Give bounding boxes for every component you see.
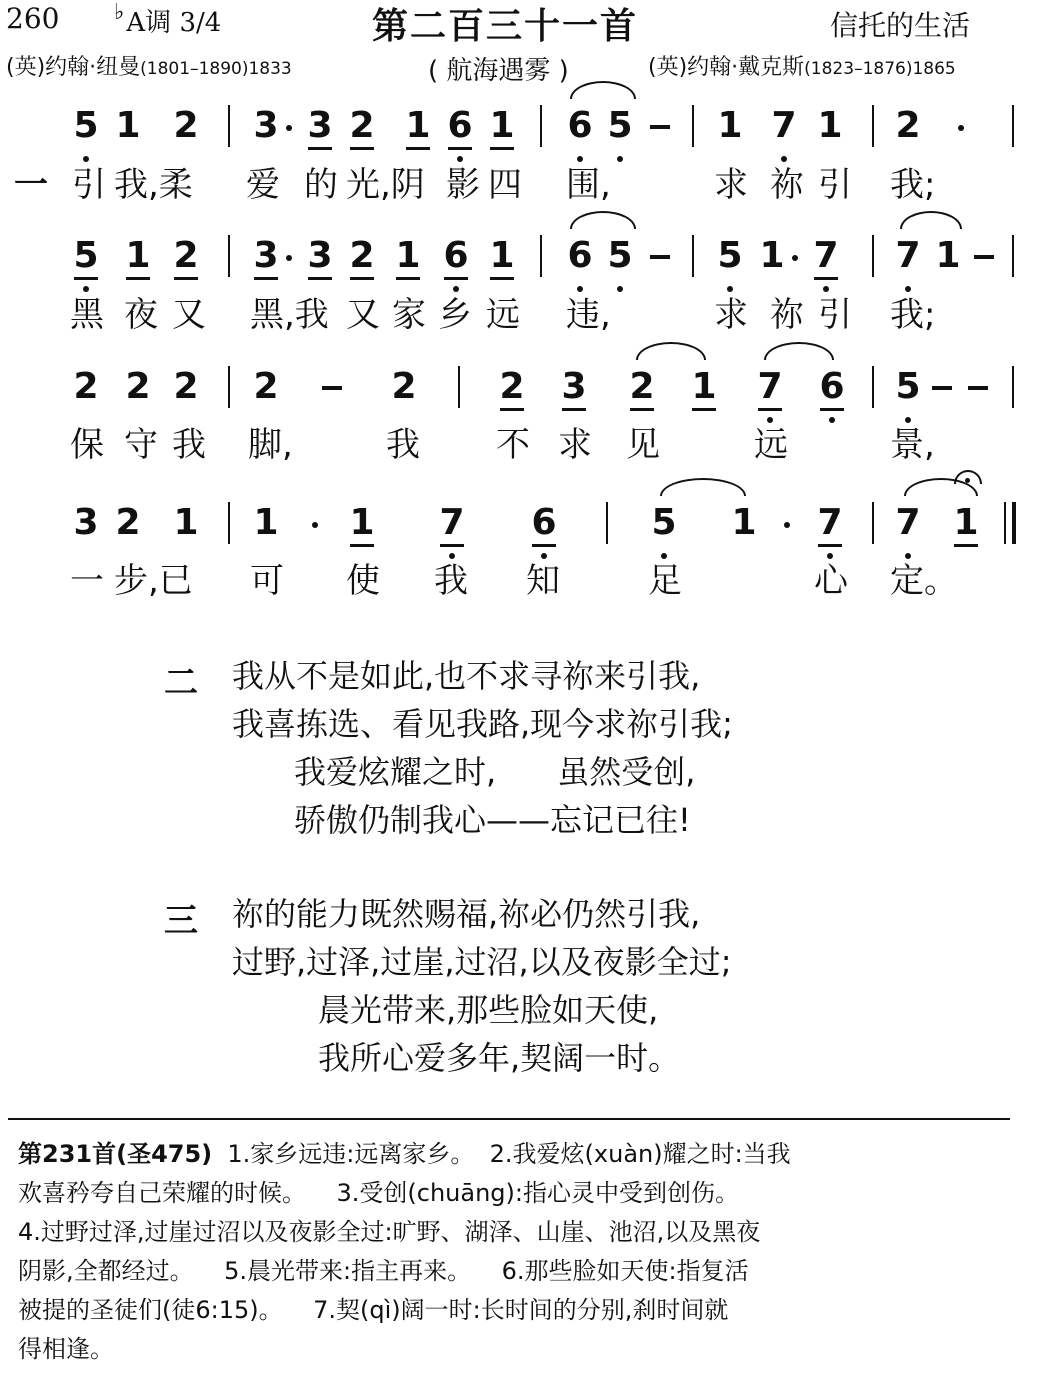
lyricist-years: (1801–1890)1833 [140,59,292,79]
key-signature [114,2,221,39]
lyric-row-2 [0,295,1057,345]
lyric: 又 [172,295,206,335]
augmentation-dot [286,125,292,131]
bar-line [872,502,874,544]
final-bar-thick [1012,502,1016,544]
bar-line [692,235,694,277]
note: 3 [306,103,334,149]
verse-3-line-2: 过野,过泽,过崖,过沼,以及夜影全过; [232,943,732,981]
note: 2 [498,364,526,410]
page-number: 260 [6,2,60,35]
footnote-line: 阴影,全都经过。 5.晨光带来:指主再来。 6.那些脸如天使:指复活 [18,1257,749,1285]
hymn-topic: 信托的生活 [830,9,971,42]
lyric: 我 [172,425,206,465]
bar-line [606,502,608,544]
note: 3 [252,233,280,279]
footnote-line: 得相逢。 [18,1335,114,1363]
slur [570,81,636,99]
lyric: 脚, [248,425,293,465]
note: 7 [756,364,784,410]
lyric: 光,阴 [346,165,425,205]
lyric: 的 [304,165,338,205]
lyric: 黑,我 [250,295,329,335]
lyric: 求 [714,165,748,205]
lyric: 我 [434,561,468,601]
note: 1 [394,233,422,279]
note: 6 [818,364,846,410]
note: 2 [173,105,199,146]
divider [8,1118,1010,1120]
slur [660,478,746,496]
note: 6 [566,103,594,149]
lyric: 家 [392,295,426,335]
note: 2 [173,366,199,407]
note: 5 [894,364,922,410]
lyric: 一 [70,561,104,601]
lyric: 不 [496,425,530,465]
key-label: A调 [126,8,172,38]
note: 2 [253,366,279,407]
bar-line [540,105,542,147]
bar-line [228,502,230,544]
augmentation-dot [784,522,790,528]
lyric: 足 [648,561,682,601]
dash-extension [650,125,670,129]
lyric-row-3 [0,425,1057,475]
verse-2-number: 二 [164,663,198,703]
lyric: 引 [72,165,106,205]
bar-line [228,235,230,277]
lyric: 景, [890,425,935,465]
verse-2-line-2: 我喜拣选、看见我路,现今求祢引我; [232,705,733,743]
note: 1 [690,364,718,410]
lyric: 步,已 [114,561,193,601]
lyric: 乡 [438,295,472,335]
bar-line [1012,105,1014,147]
note: 1 [115,105,141,146]
lyric: 远 [754,425,788,465]
composer-credit [648,50,956,81]
note: 7 [770,103,798,149]
augmentation-dot [286,255,292,261]
tune-name: ( 航海遇雾 ) [428,56,569,86]
note: 7 [894,500,922,546]
time-signature: 3/4 [179,8,222,38]
note: 2 [628,364,656,410]
note: 5 [72,233,100,279]
note: 7 [438,500,466,546]
composer-years: (1823–1876)1865 [804,59,956,79]
note: 1 [935,235,961,276]
lyric-row-4 [0,561,1057,611]
bar-line [872,366,874,408]
verse-3-line-1: 祢的能力既然赐福,祢必仍然引我, [232,895,701,933]
footnote-line [18,1135,791,1174]
note: 5 [72,103,100,149]
composer-name: (英)约翰·戴克斯 [648,55,805,80]
note: 6 [566,233,594,279]
lyric: 可 [250,561,284,601]
lyric: 我 [386,425,420,465]
dash-extension [974,255,994,259]
bar-line [1012,366,1014,408]
note: 1 [488,233,516,279]
bar-line [228,366,230,408]
lyric: 见 [626,425,660,465]
note: 1 [817,105,843,146]
lyric: 祢 [770,165,804,205]
lyric: 黑 [70,295,104,335]
note: 3 [306,233,334,279]
note: 5 [650,500,678,546]
dash-extension [932,386,952,390]
note: 1 [253,502,279,543]
verse-2-line-1: 我从不是如此,也不求寻祢来引我, [232,657,701,695]
lyric: 违, [566,295,611,335]
note: 2 [895,105,921,146]
verse-2-line-3: 我爱炫耀之时, 虽然受创, [294,753,696,791]
lyric: 定。 [890,561,958,601]
footnote-line: 被提的圣徒们(徒6:15)。 7.契(qì)阔一时:长时间的分别,刹时间就 [18,1296,729,1324]
lyric: 夜 [124,295,158,335]
verse-3-number: 三 [164,901,198,941]
note: 1 [731,502,757,543]
lyric: 我,柔 [114,165,193,205]
bar-line [1012,235,1014,277]
note: 5 [716,233,744,279]
bar-line [228,105,230,147]
note: 2 [125,366,151,407]
final-bar-thin [1004,502,1006,544]
note: 1 [952,500,980,546]
note: 1 [404,103,432,149]
lyric: 围, [566,165,611,205]
note: 1 [173,502,199,543]
footnote-line: 欢喜矜夸自己荣耀的时候。 3.受创(chuāng):指心灵中受到创伤。 [18,1179,739,1207]
lyricist-name: (英)约翰·纽曼 [6,55,141,80]
lyric: 引 [818,165,852,205]
note: 3 [560,364,588,410]
lyric: 知 [526,561,560,601]
note: 2 [391,366,417,407]
lyric: 求 [714,295,748,335]
lyric: 保 [70,425,104,465]
footnote-line: 4.过野过泽,过崖过沼以及夜影全过:旷野、湖泽、山崖、池沼,以及黑夜 [18,1218,761,1246]
lyric-row-1 [0,165,1057,215]
note: 7 [812,233,840,279]
lyric: 使 [346,561,380,601]
verse-3-line-3: 晨光带来,那些脸如天使, [318,991,659,1029]
note: 1 [759,235,785,276]
hymn-title: 第二百三十一首 [372,6,639,47]
note: 5 [606,103,634,149]
note: 2 [115,502,141,543]
note: 6 [442,233,470,279]
lyric: 祢 [770,295,804,335]
note: 1 [348,500,376,546]
dash-extension [322,386,342,390]
lyric: 引 [818,295,852,335]
bar-line [458,366,460,408]
bar-line [540,235,542,277]
dash-extension [650,255,670,259]
lyric: 求 [558,425,592,465]
note: 1 [717,105,743,146]
lyric: 爱 [246,165,280,205]
flat-symbol: ♭ [114,0,125,25]
note: 6 [446,103,474,149]
note: 2 [172,233,200,279]
lyric: 影 [446,165,480,205]
lyricist-credit [6,50,292,81]
lyric: 又 [346,295,380,335]
footnote-heading: 第231首(圣475) [18,1140,213,1168]
dash-extension [968,386,988,390]
lyric: 四 [488,165,522,205]
augmentation-dot [958,125,964,131]
bar-line [872,105,874,147]
note: 1 [488,103,516,149]
lyric: 我; [890,295,936,335]
augmentation-dot [792,255,798,261]
bar-line [872,235,874,277]
note: 1 [124,233,152,279]
note: 3 [73,502,99,543]
verse-number: 一 [14,165,48,205]
note: 3 [253,105,279,146]
note: 7 [894,233,922,279]
lyric: 守 [124,425,158,465]
lyric: 我; [890,165,936,205]
footnote-text: 1.家乡远违:远离家乡。 2.我爱炫(xuàn)耀之时:当我 [212,1140,791,1168]
note: 2 [73,366,99,407]
lyric: 心 [814,561,848,601]
verse-2-line-4: 骄傲仍制我心——忘记已往! [294,801,691,839]
augmentation-dot [312,522,318,528]
note: 2 [348,103,376,149]
note: 7 [816,500,844,546]
verse-3-line-4: 我所心爱多年,契阔一时。 [318,1039,681,1077]
bar-line [692,105,694,147]
note: 6 [530,500,558,546]
note: 5 [606,233,634,279]
lyric: 远 [486,295,520,335]
note: 2 [348,233,376,279]
